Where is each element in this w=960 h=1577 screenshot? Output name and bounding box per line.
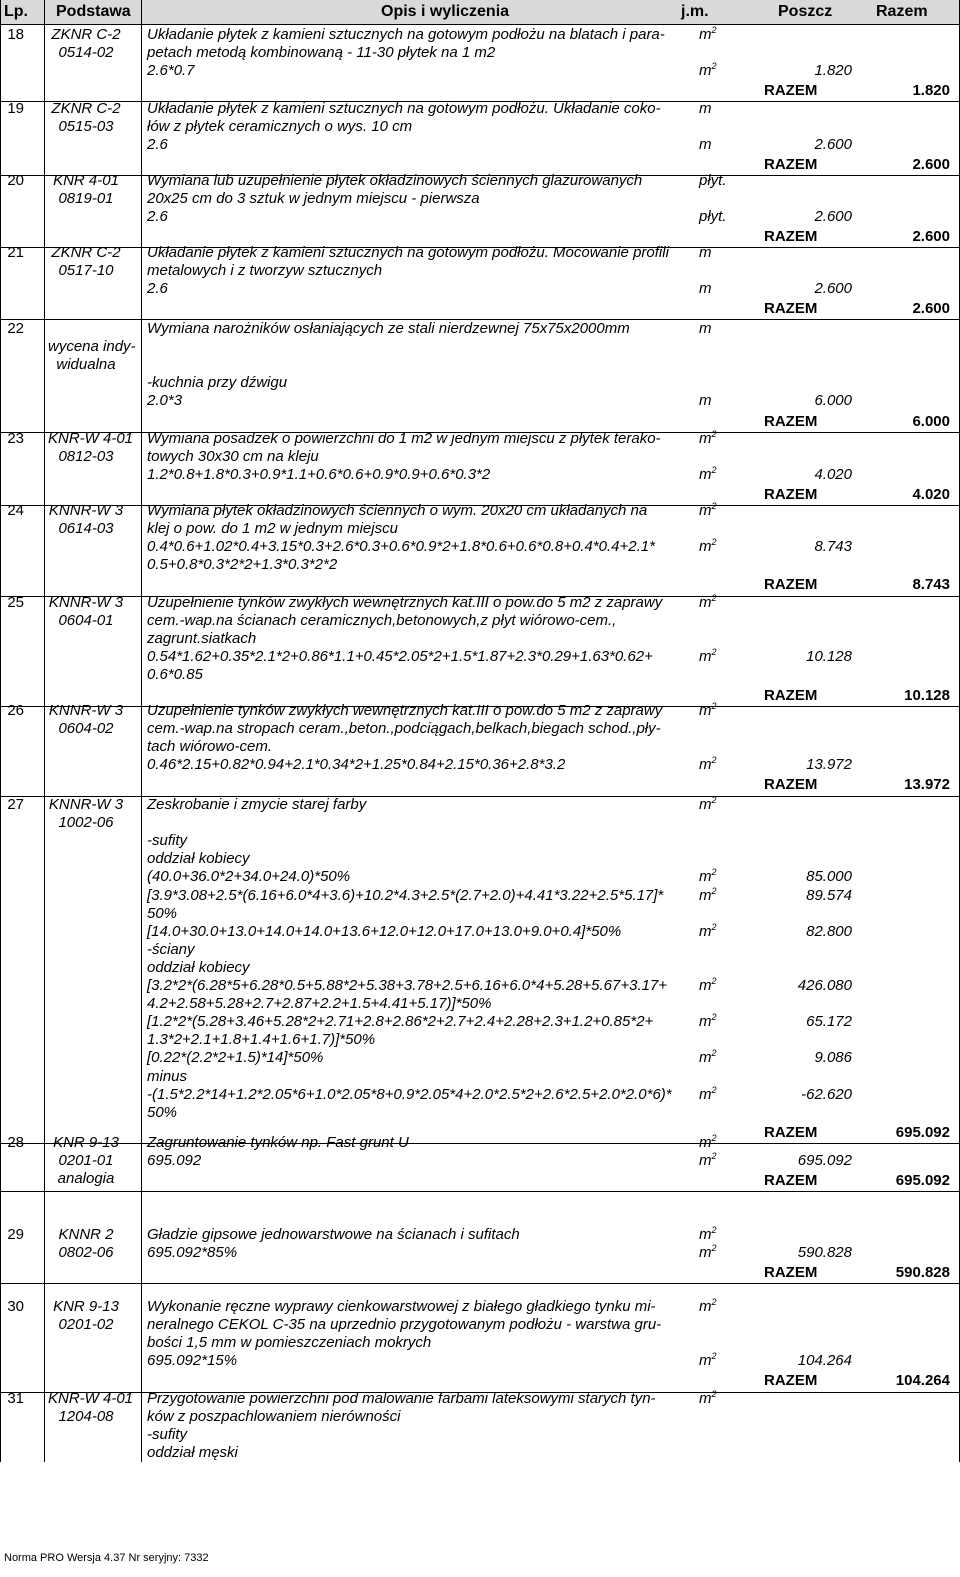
calculation-line: -ściany: [147, 940, 195, 958]
item-description: oddział męski: [147, 1444, 238, 1462]
calculation-unit: $m^2$: [699, 1351, 717, 1370]
item-description: Przygotowanie powierzchni pod malowanie farbami lateksowymi starych tyn-: [147, 1390, 656, 1407]
row-total: 8.743: [912, 576, 950, 594]
calculation-unit: $m^2$: [699, 1243, 717, 1262]
row-total: 695.092: [895, 1172, 950, 1190]
item-description: zagrunt.siatkach: [147, 630, 257, 648]
partial-value: -62.620: [801, 1085, 852, 1103]
razem-label: RAZEM: [764, 1372, 818, 1390]
unit-of-measure: $m^2$: [699, 25, 717, 43]
basis-code: 0812-03: [58, 448, 114, 466]
basis-code: KNR 9-13: [53, 1298, 119, 1315]
row-total: 6.000: [912, 412, 950, 430]
basis-code: KNNR-W 3: [48, 702, 124, 719]
basis-code: 1204-08: [58, 1408, 114, 1426]
calculation-line: 0.6*0.85: [147, 666, 203, 684]
item-description: Zagruntowanie tynków np. Fast grunt U: [147, 1134, 409, 1151]
partial-value: 2.600: [814, 208, 852, 226]
partial-value: 695.092: [797, 1152, 852, 1170]
calculation-line: 0.5+0.8*0.3*2*2+1.3*0.3*2*2: [147, 556, 338, 574]
row-number: 29: [7, 1226, 24, 1243]
basis-code: 0604-02: [58, 720, 114, 738]
basis-code: 0517-10: [58, 262, 114, 280]
partial-value: 82.800: [806, 922, 852, 940]
basis-code: 0802-06: [58, 1244, 114, 1262]
item-description: tach wiórowo-cem.: [147, 738, 273, 756]
item-description: łów z płytek ceramicznych o wys. 10 cm: [147, 118, 413, 136]
footer-text: Norma PRO Wersja 4.37 Nr seryjny: 7332: [4, 1552, 209, 1564]
basis-code: KNR-W 4-01: [48, 1390, 134, 1407]
item-description: Gładzie gipsowe jednowarstwowe na ścianach i sufitach: [147, 1226, 520, 1243]
unit-of-measure: $m^2$: [699, 1389, 717, 1407]
partial-value: 13.972: [806, 756, 852, 774]
calculation-unit: $m^2$: [699, 647, 717, 666]
item-description: petach metodą kombinowaną - 11-30 płytek na 1 m2: [147, 44, 496, 62]
row-number: 31: [7, 1390, 24, 1407]
basis-code: KNR-W 4-01: [48, 430, 134, 447]
item-description: Układanie płytek z kamieni sztucznych na gotowym podłożu. Mocowanie profili: [147, 244, 669, 261]
calculation-line: minus: [147, 1067, 188, 1085]
row-number: 30: [7, 1298, 24, 1315]
calculation-line: 2.6: [147, 208, 168, 226]
unit-of-measure: $m^2$: [699, 1225, 717, 1243]
razem-label: RAZEM: [764, 300, 818, 318]
partial-value: 590.828: [797, 1244, 852, 1262]
unit-of-measure: $m^2$: [699, 593, 717, 611]
unit-of-measure: m: [699, 244, 712, 261]
razem-label: RAZEM: [764, 486, 818, 504]
column-divider: [0, 0, 1, 1462]
item-description: cem.-wap.na stropach ceram.,beton.,podciągach,belkach,biegach schod.,pły-: [147, 720, 661, 738]
calculation-line: 695.092: [147, 1152, 202, 1170]
row-total: 10.128: [904, 686, 950, 704]
item-description: cem.-wap.na ścianach ceramicznych,betonowych,z płyt wiórowo-cem.,: [147, 612, 617, 630]
calculation-unit: $m^2$: [699, 1084, 717, 1103]
basis-code: 0604-01: [58, 612, 114, 630]
basis-code: 0819-01: [58, 190, 114, 208]
calculation-line: 50%: [147, 904, 178, 922]
basis-code: ZKNR C-2: [51, 100, 121, 117]
row-number: 22: [7, 320, 24, 337]
calculation-unit: m: [699, 280, 712, 298]
row-number: 21: [7, 244, 24, 261]
calculation-line: 0.4*0.6+1.02*0.4+3.15*0.3+2.6*0.3+0.6*0.9*2+1.8*0.6+0.6*0.8+0.4*0.4+2.1*: [147, 538, 655, 556]
calculation-unit: $m^2$: [699, 867, 717, 886]
row-total: 2.600: [912, 300, 950, 318]
unit-of-measure: $m^2$: [699, 501, 717, 519]
partial-value: 6.000: [814, 392, 852, 410]
row-total: 2.600: [912, 156, 950, 174]
row-number: 27: [7, 796, 24, 813]
calculation-line: oddział kobiecy: [147, 958, 250, 976]
unit-of-measure: $m^2$: [699, 795, 717, 813]
calculation-line: 2.6*0.7: [147, 62, 195, 80]
calculation-unit: $m^2$: [699, 465, 717, 484]
calculation-line: (40.0+36.0*2+34.0+24.0)*50%: [147, 868, 351, 886]
unit-of-measure: $m^2$: [699, 1297, 717, 1315]
basis-code: 1002-06: [58, 814, 114, 832]
razem-label: RAZEM: [764, 686, 818, 704]
basis-code: 0514-02: [58, 44, 114, 62]
calculation-line: 2.6: [147, 280, 168, 298]
row-number: 28: [7, 1134, 24, 1151]
unit-of-measure: płyt.: [699, 172, 727, 189]
row-number: 26: [7, 702, 24, 719]
calculation-line: 695.092*15%: [147, 1352, 238, 1370]
calculation-line: [3.2*2*(6.28*5+6.28*0.5+5.88*2+5.38+3.78+2.5+6.16+6.0*4+5.28+5.67+3.17+: [147, 977, 668, 994]
row-total: 13.972: [904, 776, 950, 794]
calculation-line: [14.0+30.0+13.0+14.0+14.0+13.6+12.0+12.0+17.0+13.0+9.0+0.4]*50%: [147, 922, 622, 940]
partial-value: 2.600: [814, 136, 852, 154]
basis-code: KNNR-W 3: [48, 594, 124, 611]
row-number: 23: [7, 430, 24, 447]
unit-of-measure: $m^2$: [699, 701, 717, 719]
calculation-unit: $m^2$: [699, 755, 717, 774]
item-description: Uzupełnienie tynków zwykłych wewnętrznych kat.III o pow.do 5 m2 z zaprawy: [147, 594, 663, 611]
item-description: Uzupełnienie tynków zwykłych wewnętrznych kat.III o pow.do 5 m2 z zaprawy: [147, 702, 663, 719]
calculation-line: 2.0*3: [147, 392, 183, 410]
item-description: Wymiana lub uzupełnienie płytek okładzinowych ściennych glazurowanych: [147, 172, 643, 189]
basis-code: KNNR-W 3: [48, 796, 124, 813]
item-description: Wykonanie ręczne wyprawy cienkowarstwowej z białego gładkiego tynku mi-: [147, 1298, 656, 1315]
calculation-line: 1.3*2+2.1+1.8+1.4+1.6+1.7)]*50%: [147, 1031, 376, 1049]
unit-of-measure: m: [699, 320, 712, 337]
item-description: metalowych i z tworzyw sztucznych: [147, 262, 383, 280]
basis-code: analogia: [57, 1170, 115, 1188]
basis-code: 0201-01: [58, 1152, 114, 1170]
razem-label: RAZEM: [764, 776, 818, 794]
row-divider: [0, 24, 960, 25]
basis-code: 0614-03: [58, 520, 114, 538]
calculation-unit: $m^2$: [699, 1048, 717, 1067]
row-total: 1.820: [912, 82, 950, 100]
razem-label: RAZEM: [764, 156, 818, 174]
header-opis: Opis i wyliczenia: [381, 3, 510, 20]
partial-value: 89.574: [806, 886, 852, 904]
row-divider: [0, 796, 960, 797]
partial-value: 1.820: [814, 62, 852, 80]
calculation-unit: $m^2$: [699, 1151, 717, 1170]
basis-code: widualna: [56, 356, 116, 374]
razem-label: RAZEM: [764, 228, 818, 246]
row-total: 104.264: [895, 1372, 950, 1390]
item-description: Układanie płytek z kamieni sztucznych na gotowym podłożu. Układanie coko-: [147, 100, 661, 117]
calculation-unit: $m^2$: [699, 885, 717, 904]
row-number: 24: [7, 502, 24, 519]
partial-value: 4.020: [814, 466, 852, 484]
row-divider: [0, 1143, 960, 1144]
item-description: 20x25 cm do 3 sztuk w jednym miejscu - pierwsza: [147, 190, 480, 208]
header-poszcz: Poszcz: [778, 3, 833, 20]
header-razem: Razem: [876, 3, 928, 20]
basis-code: KNNR 2: [58, 1226, 114, 1243]
razem-label: RAZEM: [764, 1123, 818, 1141]
column-divider: [44, 0, 45, 1462]
calculation-line: [1.2*2*(5.28+3.46+5.28*2+2.71+2.8+2.86*2+2.7+2.4+2.28+2.3+1.2+0.85*2+: [147, 1013, 654, 1031]
row-number: 25: [7, 594, 24, 611]
razem-label: RAZEM: [764, 1172, 818, 1190]
basis-code: KNR 4-01: [53, 172, 119, 189]
header-podstawa: Podstawa: [56, 3, 131, 20]
calculation-unit: $m^2$: [699, 921, 717, 940]
basis-code: 0201-02: [58, 1316, 114, 1334]
unit-of-measure: $m^2$: [699, 1133, 717, 1151]
row-total: 4.020: [912, 486, 950, 504]
calculation-line: -(1.5*2.2*14+1.2*2.05*6+1.0*2.05*8+0.9*2.05*4+2.0*2.5*2+2.6*2.5+2.0*2.0*6)*: [147, 1085, 672, 1103]
calculation-line: 1.2*0.8+1.8*0.3+0.9*1.1+0.6*0.6+0.9*0.9+0.6*0.3*2: [147, 466, 491, 484]
partial-value: 65.172: [806, 1013, 852, 1031]
razem-label: RAZEM: [764, 1264, 818, 1282]
calculation-line: [0.22*(2.2*2+1.5)*14]*50%: [147, 1049, 324, 1067]
razem-label: RAZEM: [764, 576, 818, 594]
row-total: 590.828: [895, 1264, 950, 1282]
partial-value: 9.086: [814, 1049, 852, 1067]
item-description: ków z poszpachlowaniem nierówności: [147, 1408, 401, 1426]
item-description: neralnego CEKOL C-35 na uprzednio przygotowanym podłożu - warstwa gru-: [147, 1316, 662, 1334]
calculation-line: 4.2+2.58+5.28+2.7+2.87+2.2+1.5+4.41+5.17)]*50%: [147, 995, 492, 1013]
item-description: -sufity: [147, 1426, 188, 1444]
item-description: towych 30x30 cm na kleju: [147, 448, 319, 466]
row-number: 18: [7, 26, 24, 43]
calculation-unit: $m^2$: [699, 61, 717, 80]
basis-code: KNR 9-13: [53, 1134, 119, 1151]
item-description: Układanie płytek z kamieni sztucznych na gotowym podłożu na blatach i para-: [147, 26, 665, 43]
item-description: Wymiana posadzek o powierzchni do 1 m2 w jednym miejscu z płytek terako-: [147, 430, 661, 447]
partial-value: 104.264: [797, 1352, 852, 1370]
partial-value: 2.600: [814, 280, 852, 298]
calculation-unit: $m^2$: [699, 976, 717, 994]
item-description: -kuchnia przy dźwigu: [147, 374, 288, 392]
calculation-unit: płyt.: [699, 208, 727, 226]
partial-value: 85.000: [806, 868, 852, 886]
row-number: 20: [7, 172, 24, 189]
partial-value: 10.128: [806, 648, 852, 666]
item-description: Zeskrobanie i zmycie starej farby: [147, 796, 367, 813]
calculation-line: [3.9*3.08+2.5*(6.16+6.0*4+3.6)+10.2*4.3+2.5*(2.7+2.0)+4.41*3.22+2.5*5.17]*: [147, 886, 664, 904]
calculation-line: 0.54*1.62+0.35*2.1*2+0.86*1.1+0.45*2.05*2+1.5*1.87+2.3*0.29+1.63*0.62+: [147, 648, 653, 666]
item-description: Wymiana narożników osłaniających ze stali nierdzewnej 75x75x2000mm: [147, 320, 630, 337]
basis-code: 0515-03: [58, 118, 114, 136]
razem-label: RAZEM: [764, 412, 818, 430]
calculation-line: 50%: [147, 1103, 178, 1121]
row-divider: [0, 1283, 960, 1284]
razem-label: RAZEM: [764, 82, 818, 100]
partial-value: 8.743: [814, 538, 852, 556]
item-description: bości 1,5 mm w pomieszczeniach mokrych: [147, 1334, 432, 1352]
row-number: 19: [7, 100, 24, 117]
header-jm: j.m.: [681, 3, 709, 20]
row-total: 2.600: [912, 228, 950, 246]
basis-code: wycena indy-: [48, 338, 136, 356]
item-description: Wymiana płytek okładzinowych ściennych o wym. 20x20 cm układanych na: [147, 502, 648, 519]
row-divider: [0, 1191, 960, 1192]
column-divider: [141, 0, 142, 1462]
item-description: -sufity: [147, 832, 188, 850]
unit-of-measure: $m^2$: [699, 429, 717, 447]
calculation-unit: $m^2$: [699, 537, 717, 556]
partial-value: 426.080: [797, 977, 852, 994]
calculation-line: 695.092*85%: [147, 1244, 238, 1262]
calculation-unit: $m^2$: [699, 1012, 717, 1031]
unit-of-measure: m: [699, 100, 712, 117]
row-total: 695.092: [895, 1123, 950, 1141]
basis-code: KNNR-W 3: [48, 502, 124, 519]
item-description: oddział kobiecy: [147, 850, 250, 868]
calculation-unit: m: [699, 136, 712, 154]
item-description: klej o pow. do 1 m2 w jednym miejscu: [147, 520, 398, 538]
basis-code: ZKNR C-2: [51, 244, 121, 261]
basis-code: ZKNR C-2: [51, 26, 121, 43]
calculation-line: 2.6: [147, 136, 168, 154]
calculation-line: 0.46*2.15+0.82*0.94+2.1*0.34*2+1.25*0.84+2.15*0.36+2.8*3.2: [147, 756, 566, 774]
calculation-unit: m: [699, 392, 712, 410]
header-lp: Lp.: [4, 3, 28, 20]
